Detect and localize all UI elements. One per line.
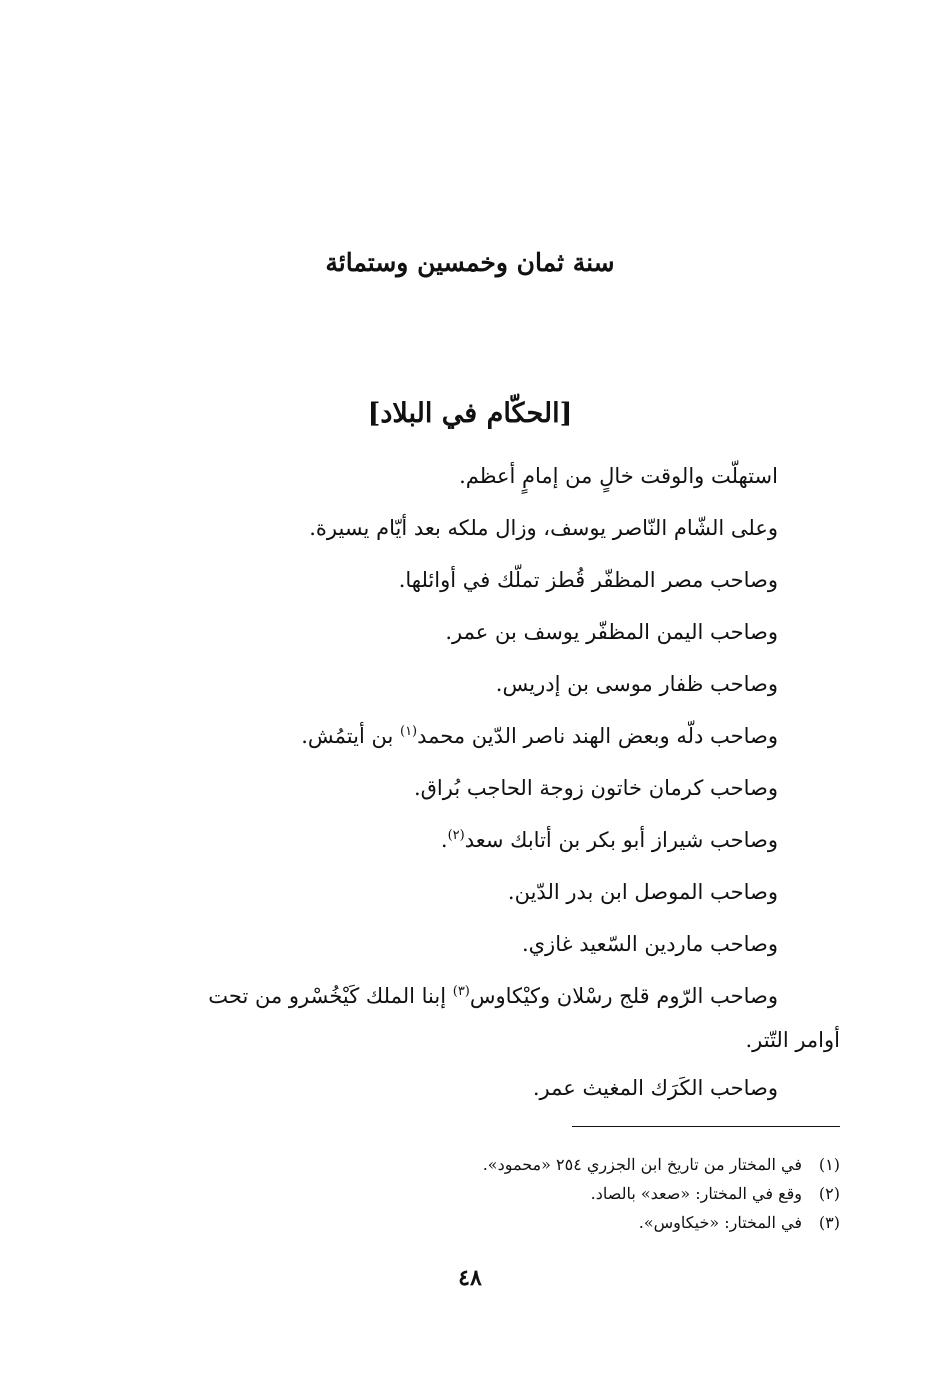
body-line-12: وصاحب الكَرَك المغيث عمر. (532, 1076, 778, 1100)
footnote-2: (٢)وقع في المختار: «صعد» بالصاد. (590, 1184, 840, 1203)
body-line-11-continuation: أوامر التّتر. (745, 1028, 840, 1052)
footnote-3: (٣)في المختار: «خيكاوس». (638, 1213, 840, 1232)
footnote-1: (١)في المختار من تاريخ ابن الجزري ٢٥٤ «محمود». (482, 1155, 840, 1174)
body-line-5: وصاحب ظفار موسى بن إدريس. (495, 672, 778, 696)
footnote-ref-2: (٢) (447, 828, 465, 843)
footnote-divider (572, 1126, 840, 1127)
body-line-6: وصاحب دلّه وبعض الهند ناصر الدّين محمد$^{(١)}$ بن أيتمُش. (301, 724, 778, 748)
body-line-9: وصاحب الموصل ابن بدر الدّين. (507, 880, 778, 904)
body-line-7: وصاحب كرمان خاتون زوجة الحاجب بُراق. (413, 776, 778, 800)
section-heading: [الحكّام في البلاد] (367, 398, 573, 429)
year-heading: سنة ثمان وخمسين وستمائة (325, 248, 615, 277)
body-line-1: استهلّت والوقت خالٍ من إمامٍ أعظم. (459, 464, 778, 488)
body-line-4: وصاحب اليمن المظفّر يوسف بن عمر. (445, 620, 778, 644)
body-line-3: وصاحب مصر المظفّر قُطز تملّك في أوائلها. (398, 568, 778, 592)
footnote-ref-3: (٣) (452, 984, 470, 999)
body-line-10: وصاحب ماردين السّعيد غازي. (521, 932, 778, 956)
page-number: ٤٨ (458, 1265, 482, 1291)
footnote-ref-1: (١) (399, 724, 418, 739)
body-line-11: وصاحب الرّوم قلج رسْلان وكيْكاوس$^{(٣)}$ إبنا الملك كَيْخُسْرو من تحت (208, 984, 778, 1008)
body-line-8: وصاحب شيراز أبو بكر بن أتابك سعد$^{(٢)}$. (440, 828, 778, 852)
body-line-2: وعلى الشّام النّاصر يوسف، وزال ملكه بعد أيّام يسيرة. (309, 516, 778, 540)
